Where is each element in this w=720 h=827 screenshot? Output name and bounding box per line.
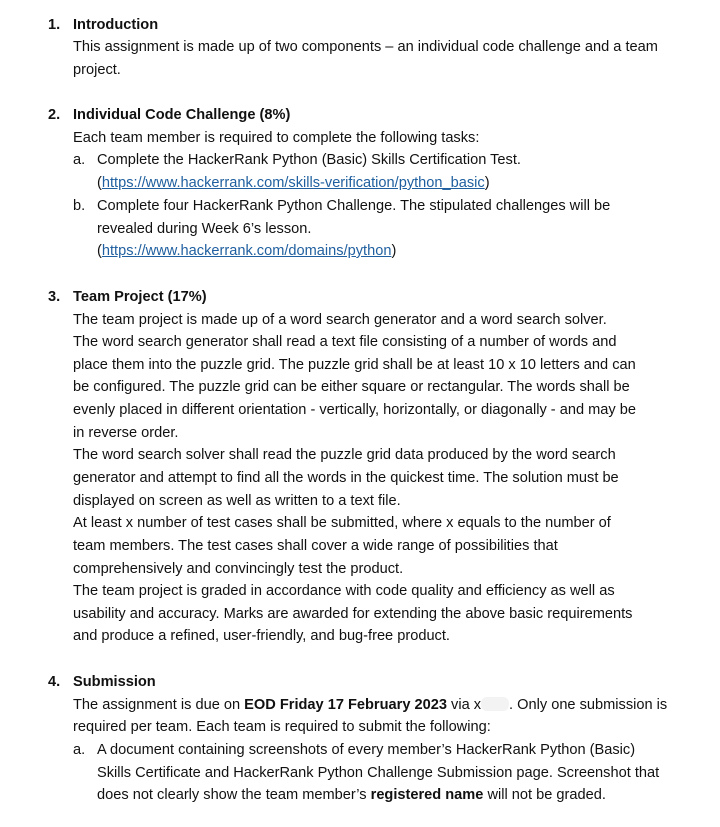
paragraph-line: The word search generator shall read a text file consisting of a number of words and <box>73 334 617 350</box>
paragraph-line: generator and attempt to find all the words in the quickest time. The solution must be <box>73 470 619 486</box>
paragraph-line: evenly placed in different orientation - vertically, horizontally, or diagonally - and may be <box>73 402 636 418</box>
paragraph-line: project. <box>73 62 121 78</box>
list-item-text: Complete four HackerRank Python Challenge. The stipulated challenges will be <box>97 198 611 214</box>
section-number: 4. <box>48 674 61 690</box>
paren-open: ( <box>97 175 102 191</box>
paren-close: ) <box>391 243 397 259</box>
paren-open: ( <box>97 243 102 259</box>
list-item-text: Complete the HackerRank Python (Basic) Skills Certification Test. <box>97 152 521 168</box>
paragraph-line: This assignment is made up of two components – an individual code challenge and a team <box>73 39 658 55</box>
paragraph-line: comprehensively and convincingly test the product. <box>73 561 404 577</box>
due-date: EOD Friday 17 February 2023 <box>244 697 447 713</box>
list-item-link-line <box>97 175 490 191</box>
list-item-text: revealed during Week 6’s lesson. <box>97 221 312 237</box>
paragraph-line: in reverse order. <box>73 425 179 441</box>
paragraph-line: The team project is graded in accordance with code quality and efficiency as well as <box>73 583 615 599</box>
due-date-line <box>73 697 667 713</box>
section-number: 2. <box>48 107 61 123</box>
paragraph-line: displayed on screen as well as written to a text file. <box>73 493 401 509</box>
list-letter: a. <box>73 742 86 758</box>
section-title: Individual Code Challenge (8%) <box>73 107 291 123</box>
paragraph-line: Each team member is required to complete the following tasks: <box>73 130 480 146</box>
paragraph-line: The word search solver shall read the puzzle grid data produced by the word search <box>73 447 616 463</box>
list-item-link-line <box>97 243 396 259</box>
registered-name-emphasis: registered name <box>370 787 484 803</box>
section-number: 3. <box>48 289 61 305</box>
paragraph-line: be configured. The puzzle grid can be either square or rectangular. The words shall be <box>73 379 630 395</box>
paragraph-line: required per team. Each team is required to submit the following: <box>73 719 491 735</box>
redacted-platform <box>481 697 509 711</box>
paragraph-line: The team project is made up of a word search generator and a word search solver. <box>73 312 607 328</box>
section-title: Team Project (17%) <box>73 289 207 305</box>
hackerrank-python-domain-link[interactable]: https://www.hackerrank.com/domains/python <box>101 243 392 259</box>
hackerrank-python-basic-link[interactable]: https://www.hackerrank.com/skills-verification/python_basic <box>101 175 485 191</box>
section-number: 1. <box>48 17 61 33</box>
paragraph-line: team members. The test cases shall cover a wide range of possibilities that <box>73 538 558 554</box>
list-item-text: Skills Certificate and HackerRank Python Challenge Submission page. Screenshot that <box>97 765 660 781</box>
due-suffix: . Only one submission is <box>509 697 668 713</box>
paragraph-line: and produce a refined, user-friendly, and bug-free product. <box>73 628 450 644</box>
list-letter: a. <box>73 152 86 168</box>
paragraph-line: place them into the puzzle grid. The puzzle grid shall be at least 10 x 10 letters and can <box>73 357 636 373</box>
section-title: Introduction <box>73 17 159 33</box>
paragraph-line: At least x number of test cases shall be submitted, where x equals to the number of <box>73 515 611 531</box>
text-prefix: does not clearly show the team member’s <box>97 787 371 803</box>
paragraph-line: usability and accuracy. Marks are awarded for extending the above basic requirements <box>73 606 633 622</box>
text-suffix: will not be graded. <box>483 787 606 803</box>
due-via: via x <box>446 697 482 713</box>
list-letter: b. <box>73 198 86 214</box>
section-title: Submission <box>73 674 156 690</box>
paren-close: ) <box>484 175 490 191</box>
due-prefix: The assignment is due on <box>73 697 245 713</box>
list-item-text: A document containing screenshots of every member’s HackerRank Python (Basic) <box>97 742 636 758</box>
list-item-text <box>97 787 606 803</box>
